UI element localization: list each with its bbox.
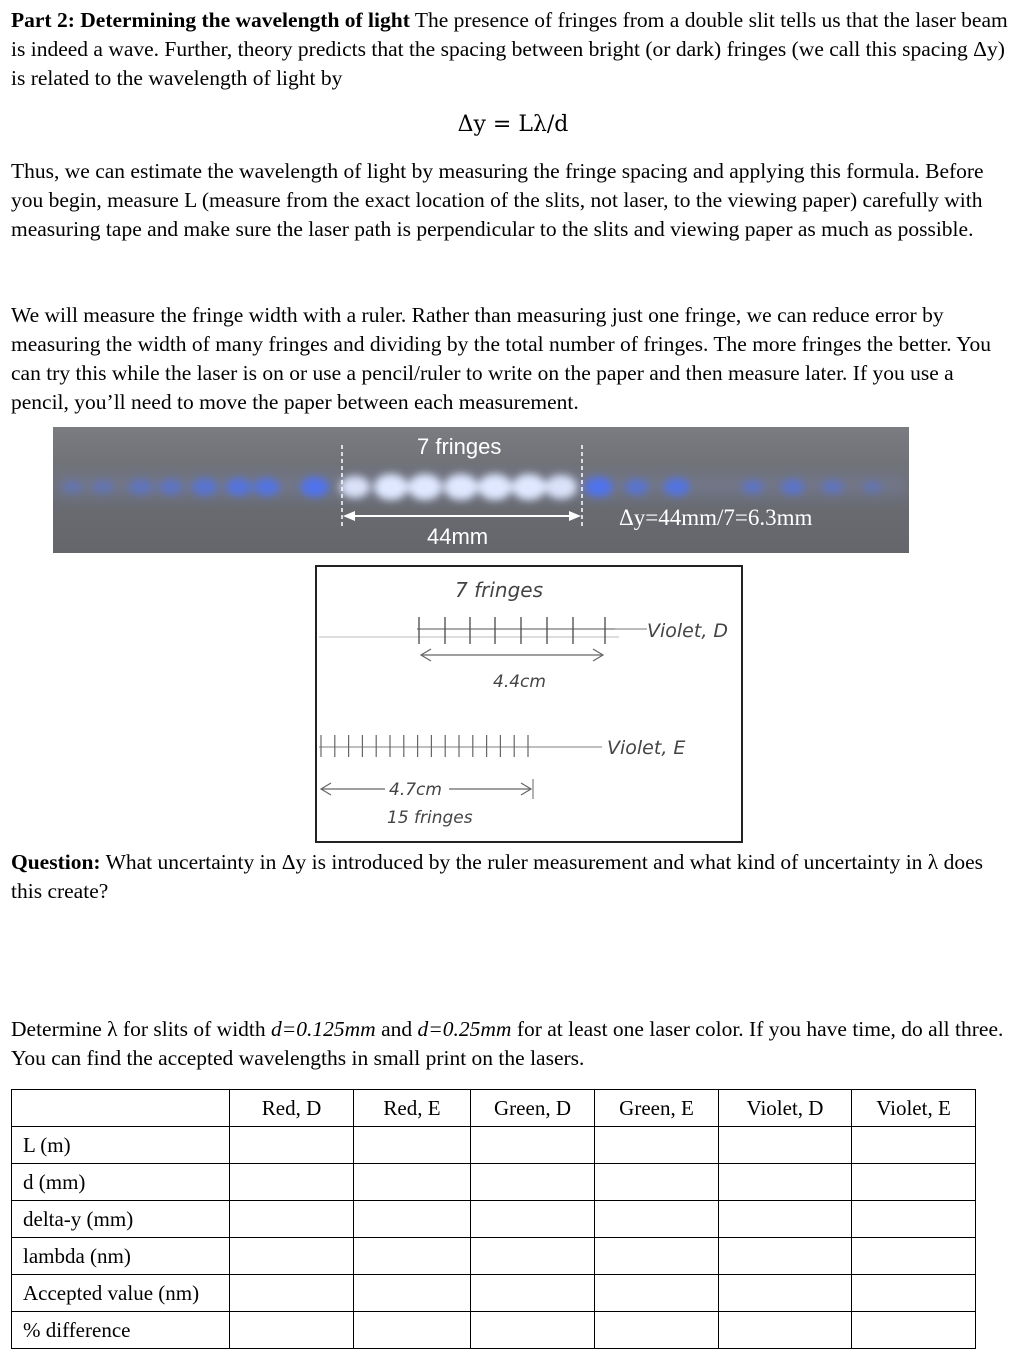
table-cell[interactable] — [471, 1312, 595, 1349]
fringe-spot — [374, 474, 408, 500]
fringe-photo — [53, 427, 909, 553]
table-cell[interactable] — [719, 1164, 852, 1201]
table-row — [12, 1275, 976, 1312]
row-label: L (m) — [12, 1127, 230, 1164]
fringe-spot — [408, 474, 442, 500]
intro-text: The presence of fringes from a double slit tells us that the laser beam is indeed a wave. Further, theory predicts that the spacing between bright (or dark) fringes (we call this spacing Δy) is related to the wavelength of light by — [11, 8, 1008, 90]
table-cell[interactable] — [354, 1312, 471, 1349]
measure-paragraph: We will measure the fringe width with a ruler. Rather than measuring just one fringe, we can reduce error by measuring the width of many fringes and dividing by the total number of fringes. The more fringes the better. You can try this while the laser is on or use a pencil/ruler to write on the paper and then measure later. If you use a pencil, you’ll need to move the paper between each measurement. — [11, 303, 992, 414]
fringe-spot — [444, 474, 478, 500]
table-cell[interactable] — [595, 1312, 719, 1349]
table-cell[interactable] — [471, 1238, 595, 1275]
table-cell[interactable] — [852, 1164, 976, 1201]
table-cell[interactable] — [719, 1312, 852, 1349]
table-row — [12, 1127, 976, 1164]
slit-width-2: d=0.25mm — [417, 1017, 512, 1041]
sketch-bottom-measure: 4.7cm — [389, 780, 442, 800]
table-cell[interactable] — [471, 1164, 595, 1201]
sketch-drawing — [317, 567, 741, 841]
table-cell[interactable] — [719, 1127, 852, 1164]
table-cell[interactable] — [852, 1275, 976, 1312]
results-table — [11, 1089, 976, 1349]
table-cell[interactable] — [471, 1275, 595, 1312]
fringe-spot — [226, 478, 252, 496]
table-cell[interactable] — [230, 1238, 354, 1275]
row-label: d (mm) — [12, 1164, 230, 1201]
table-cell[interactable] — [719, 1238, 852, 1275]
row-label: % difference — [12, 1312, 230, 1349]
table-cell[interactable] — [354, 1164, 471, 1201]
table-cell[interactable] — [230, 1201, 354, 1238]
table-cell[interactable] — [852, 1238, 976, 1275]
table-cell[interactable] — [471, 1127, 595, 1164]
fringe-spot — [254, 478, 280, 496]
row-label: delta-y (mm) — [12, 1201, 230, 1238]
sketch-top-measure: 4.4cm — [493, 672, 546, 692]
determine-text-1: Determine λ for slits of width — [11, 1017, 266, 1041]
table-cell[interactable] — [719, 1201, 852, 1238]
question-paragraph — [11, 848, 1011, 906]
table-cell[interactable] — [230, 1127, 354, 1164]
table-cell[interactable] — [230, 1275, 354, 1312]
table-cell[interactable] — [595, 1127, 719, 1164]
determine-text-3: for at least one laser color. If you have time, do all three. You can find the accepted wavelengths in small print on the lasers. — [11, 1017, 1004, 1070]
fringe-spot — [512, 474, 546, 500]
table-cell[interactable] — [230, 1164, 354, 1201]
fringe-spot — [340, 476, 370, 498]
fringe-width-label: 44mm — [427, 524, 489, 549]
wavelength-formula: Δy = Lλ/d — [457, 112, 569, 137]
estimate-paragraph: Thus, we can estimate the wavelength of light by measuring the fringe spacing and applying this formula. Before you begin, measure L (measure from the exact location of the slits, not laser, to the viewing paper) carefully with measuring tape and make sure the laser path is perpendicular to the slits and viewing paper as much as possible. — [11, 159, 984, 241]
table-cell[interactable] — [595, 1201, 719, 1238]
table-header-cell: Green, E — [595, 1090, 719, 1127]
table-header-row — [12, 1090, 976, 1127]
fringe-spot — [92, 480, 114, 494]
fringe-spot — [63, 481, 83, 493]
table-cell[interactable] — [354, 1127, 471, 1164]
sketch-top-color: Violet, D — [647, 620, 729, 642]
fringe-count-label: 7 fringes — [417, 434, 502, 459]
question-text: What uncertainty in Δy is introduced by the ruler measurement and what kind of uncertainty in λ does this create? — [11, 850, 984, 903]
fringe-spot — [664, 478, 690, 496]
fringe-spot — [478, 474, 512, 500]
table-header-cell: Red, E — [354, 1090, 471, 1127]
table-cell[interactable] — [354, 1275, 471, 1312]
fringe-spot — [301, 477, 329, 497]
fringe-spot — [822, 480, 844, 494]
table-header-cell: Green, D — [471, 1090, 595, 1127]
table-row — [12, 1164, 976, 1201]
intro-paragraph — [11, 6, 1011, 93]
table-cell[interactable] — [595, 1164, 719, 1201]
table-cell[interactable] — [230, 1312, 354, 1349]
fringe-spot — [742, 480, 764, 494]
fringe-spot — [192, 478, 218, 496]
row-label: lambda (nm) — [12, 1238, 230, 1275]
table-row — [12, 1238, 976, 1275]
table-cell[interactable] — [354, 1201, 471, 1238]
question-label: Question: — [11, 850, 101, 874]
sketch-top-label: 7 fringes — [455, 578, 543, 602]
table-row — [12, 1201, 976, 1238]
determine-paragraph — [11, 1015, 1011, 1073]
slit-width-1: d=0.125mm — [271, 1017, 376, 1041]
fringe-spot — [625, 479, 649, 495]
fringe-spot — [129, 479, 153, 495]
table-header-cell: Violet, D — [719, 1090, 852, 1127]
spacing-formula-label: Δy=44mm/7=6.3mm — [619, 505, 813, 530]
table-cell[interactable] — [595, 1238, 719, 1275]
table-cell[interactable] — [471, 1201, 595, 1238]
sketch-box — [315, 565, 743, 843]
fringe-spot — [863, 481, 883, 493]
table-header-cell: Red, D — [230, 1090, 354, 1127]
table-cell[interactable] — [852, 1127, 976, 1164]
table-cell[interactable] — [719, 1275, 852, 1312]
sketch-bottom-color: Violet, E — [607, 737, 686, 759]
fringe-spot — [781, 479, 805, 495]
determine-text-2: and — [381, 1017, 413, 1041]
fringe-spot — [585, 477, 613, 497]
table-cell[interactable] — [852, 1201, 976, 1238]
row-label: Accepted value (nm) — [12, 1275, 230, 1312]
part-heading: Part 2: Determining the wavelength of light — [11, 8, 410, 32]
table-cell[interactable] — [354, 1238, 471, 1275]
fringe-spot — [545, 475, 577, 499]
sketch-bottom-label: 15 fringes — [387, 808, 473, 828]
table-cell[interactable] — [852, 1312, 976, 1349]
fringe-spot — [159, 479, 183, 495]
table-header-cell: Violet, E — [852, 1090, 976, 1127]
table-cell[interactable] — [595, 1275, 719, 1312]
table-header-cell — [12, 1090, 230, 1127]
table-row — [12, 1312, 976, 1349]
